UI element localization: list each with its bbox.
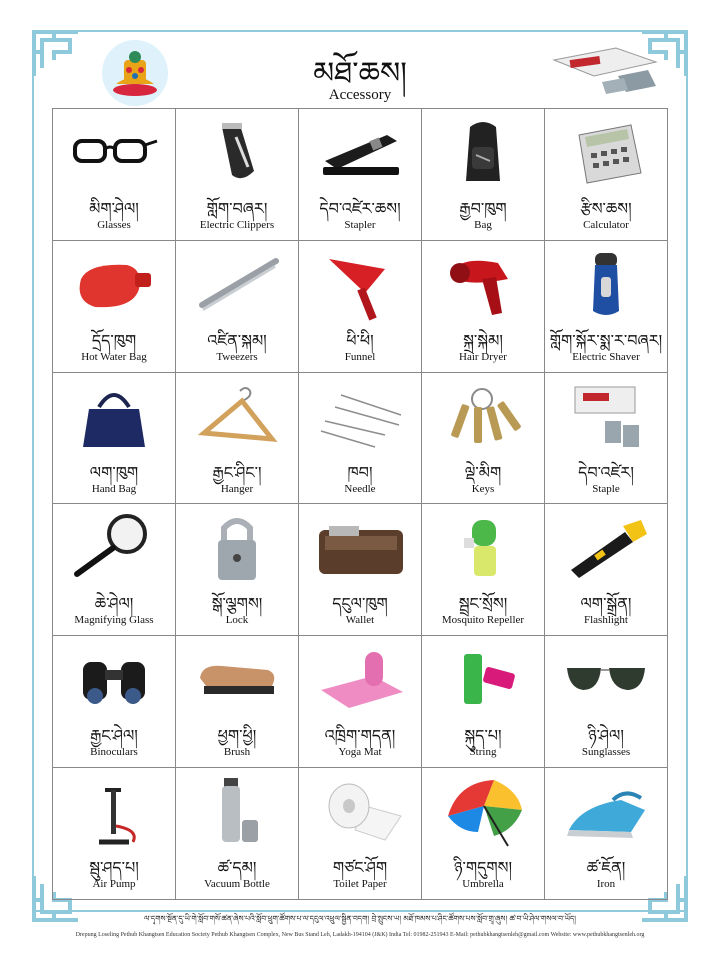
staple-icon <box>561 381 651 453</box>
hanger-icon <box>192 381 282 453</box>
item-tibetan-label: ལྡེ་མིག <box>464 462 502 482</box>
accessory-card <box>545 504 668 636</box>
tweezers-icon <box>192 249 282 321</box>
item-english-label: Magnifying Glass <box>74 614 154 627</box>
item-tibetan-label: དེབ་འཛེར་ཆས། <box>319 199 401 218</box>
item-english-label: Wallet <box>345 614 375 627</box>
item-english-label: Keys <box>471 482 495 495</box>
item-english-label: Needle <box>344 482 376 495</box>
footer-tibetan-credit: ལ་དྭགས་སྔོན་དུ་ཡི་གེ་སློབ་གསོ་ཚན་ཞེས་པའི་སློབ་ཕྲུག་ཚོགས་པ་ལ་དངུལ་འཕྲུལ་སྦྱིན་བདག། བྲེ་སྤུངས་ཡ། མཐོ་ཁམས་པ་ཤིང་ཚོགས་པས་སློབ་གྲྭ་ཞུས། ཚ་བ་ཡི་ཤེལ་གསལ་བ་ཡོད། <box>144 914 576 923</box>
accessory-card <box>176 241 299 373</box>
item-english-label: Electric Shaver <box>572 350 640 363</box>
item-english-label: Funnel <box>344 350 376 363</box>
accessory-card <box>53 109 176 241</box>
item-tibetan-label: རྒྱང་ཤེལ། <box>90 726 138 746</box>
accessory-card <box>422 768 545 900</box>
accessory-card <box>545 768 668 900</box>
binoculars-icon <box>69 644 159 716</box>
vacuum-bottle-icon <box>192 776 282 848</box>
item-tibetan-label: ཉི་གདུགས། <box>453 858 513 878</box>
item-tibetan-label: སྒོ་ལྕགས། <box>211 594 263 614</box>
item-english-label: Umbrella <box>462 878 504 891</box>
item-tibetan-label: གཙང་ཤོག <box>332 858 388 878</box>
item-english-label: Hot Water Bag <box>81 350 147 363</box>
item-english-label: Bag <box>474 219 492 231</box>
handbag-icon <box>69 381 159 453</box>
item-tibetan-label: གློག་སྐོར་སྨ་ར་བཞར། <box>549 330 663 350</box>
accessory-card <box>53 768 176 900</box>
accessory-card <box>176 636 299 768</box>
item-tibetan-label: ལག་སྒྲོན། <box>580 594 632 614</box>
page-title-tibetan: མཐོ་ཆས། <box>313 56 407 91</box>
footer-address: Drepung Loseling Pethub Khangtsen Education Society Pethub Khangtsen Complex, New Bus Stand Leh, Ladakh-194104 (J&K) India Tel: 01982-251943 E-Mail: pethubkhangtsenleh@gmail.com Website: www.pethubkhangtsenleh.org <box>75 932 645 938</box>
item-english-label: String <box>469 746 497 759</box>
item-english-label: Brush <box>223 746 251 759</box>
flashlight-icon <box>561 512 651 584</box>
hair-dryer-icon <box>438 249 528 321</box>
item-tibetan-label: སྦྲང་སྲོས། <box>458 594 508 614</box>
iron-icon <box>561 776 651 848</box>
item-tibetan-label: ཕི་ཕི། <box>346 330 374 350</box>
thread-spool-icon <box>438 644 528 716</box>
magnifying-glass-icon <box>69 512 159 584</box>
item-english-label: Glasses <box>97 219 131 231</box>
accessory-card <box>53 241 176 373</box>
accessory-card <box>299 636 422 768</box>
item-tibetan-label: དྲོད་ཁུག <box>91 330 137 350</box>
brush-icon <box>192 644 282 716</box>
stapler-icon <box>315 117 405 189</box>
glasses-icon <box>69 117 159 189</box>
page-title-english: Accessory <box>328 87 392 103</box>
accessory-card <box>299 241 422 373</box>
accessory-card <box>545 109 668 241</box>
accessory-card <box>176 768 299 900</box>
item-english-label: Air Pump <box>92 878 136 891</box>
accessory-card <box>53 373 176 505</box>
accessory-card <box>299 504 422 636</box>
item-english-label: Yoga Mat <box>338 746 382 759</box>
backpack-icon <box>438 117 528 189</box>
item-tibetan-label: ཚ་ཇོན། <box>586 858 626 878</box>
funnel-icon <box>315 249 405 321</box>
item-tibetan-label: རྒྱང་ཤིང་། <box>212 462 262 482</box>
stapler-box-illustration <box>548 42 666 100</box>
accessory-card <box>545 241 668 373</box>
item-tibetan-label: རྩིས་ཆས། <box>580 199 632 218</box>
item-tibetan-label: རྒྱབ་ཁུག <box>459 199 507 218</box>
mosquito-repeller-icon <box>438 512 528 584</box>
hot-water-bag-icon <box>69 249 159 321</box>
item-tibetan-label: འཛིན་སྐམ། <box>207 330 267 350</box>
accessory-card <box>176 109 299 241</box>
item-english-label: Lock <box>225 614 249 627</box>
item-english-label: Binoculars <box>90 746 138 759</box>
item-english-label: Electric Clippers <box>199 219 275 231</box>
item-english-label: Vacuum Bottle <box>204 878 270 891</box>
item-tibetan-label: ལག་ཁུག <box>89 462 139 482</box>
wallet-icon <box>315 512 405 584</box>
item-english-label: Flashlight <box>583 614 628 627</box>
item-tibetan-label: དེབ་འཛེར། <box>578 462 634 482</box>
item-english-label: Hand Bag <box>91 482 137 495</box>
item-tibetan-label: འཁྲིག་གདན། <box>324 726 396 746</box>
item-english-label: Sunglasses <box>581 746 631 759</box>
item-english-label: Stapler <box>344 219 376 231</box>
accessory-card <box>422 109 545 241</box>
accessory-card <box>176 504 299 636</box>
item-tibetan-label: ཉི་ཤེལ། <box>588 726 624 746</box>
accessory-card <box>422 636 545 768</box>
item-tibetan-label: སྐྲ་སྐེམ། <box>463 330 503 350</box>
accessory-card <box>422 504 545 636</box>
item-english-label: Hair Dryer <box>459 350 507 363</box>
item-tibetan-label: ཚ་དམ། <box>217 858 257 878</box>
accessory-card <box>53 636 176 768</box>
item-tibetan-label: ཁབ། <box>347 462 373 482</box>
accessory-card <box>299 373 422 505</box>
item-english-label: Toilet Paper <box>333 878 387 891</box>
item-english-label: Mosquito Repeller <box>441 614 525 627</box>
calculator-icon <box>561 117 651 189</box>
item-tibetan-label: གློག་བཞར། <box>206 199 268 218</box>
electric-shaver-icon <box>561 249 651 321</box>
item-english-label: Iron <box>596 878 616 891</box>
toilet-paper-icon <box>315 776 405 848</box>
item-english-label: Staple <box>592 482 620 495</box>
sunglasses-icon <box>561 644 651 716</box>
yoga-mat-icon <box>315 644 405 716</box>
electric-clippers-icon <box>192 117 282 189</box>
item-tibetan-label: སྦུ་ཤད་པ། <box>89 858 139 878</box>
accessory-card <box>422 373 545 505</box>
society-logo <box>102 40 168 106</box>
item-tibetan-label: ཕྱག་ཕྱི། <box>217 726 257 746</box>
item-tibetan-label: མིག་ཤེལ། <box>89 199 139 218</box>
item-english-label: Tweezers <box>216 350 258 363</box>
accessory-card <box>299 109 422 241</box>
lock-icon <box>192 512 282 584</box>
item-english-label: Hanger <box>220 482 254 495</box>
accessory-card <box>545 373 668 505</box>
item-tibetan-label: སྐུད་པ། <box>464 726 502 746</box>
accessory-card <box>299 768 422 900</box>
keys-icon <box>438 381 528 453</box>
item-tibetan-label: ཆེ་ཤེལ། <box>94 594 134 614</box>
air-pump-icon <box>69 776 159 848</box>
accessory-card <box>53 504 176 636</box>
accessory-card <box>176 373 299 505</box>
accessory-card <box>422 241 545 373</box>
item-english-label: Calculator <box>583 219 629 231</box>
item-tibetan-label: དངུལ་ཁུག <box>332 594 388 614</box>
needle-icon <box>315 381 405 453</box>
endless-knot-corner-icon <box>30 28 82 80</box>
accessory-card <box>545 636 668 768</box>
umbrella-icon <box>438 776 528 848</box>
accessory-grid <box>52 108 668 900</box>
